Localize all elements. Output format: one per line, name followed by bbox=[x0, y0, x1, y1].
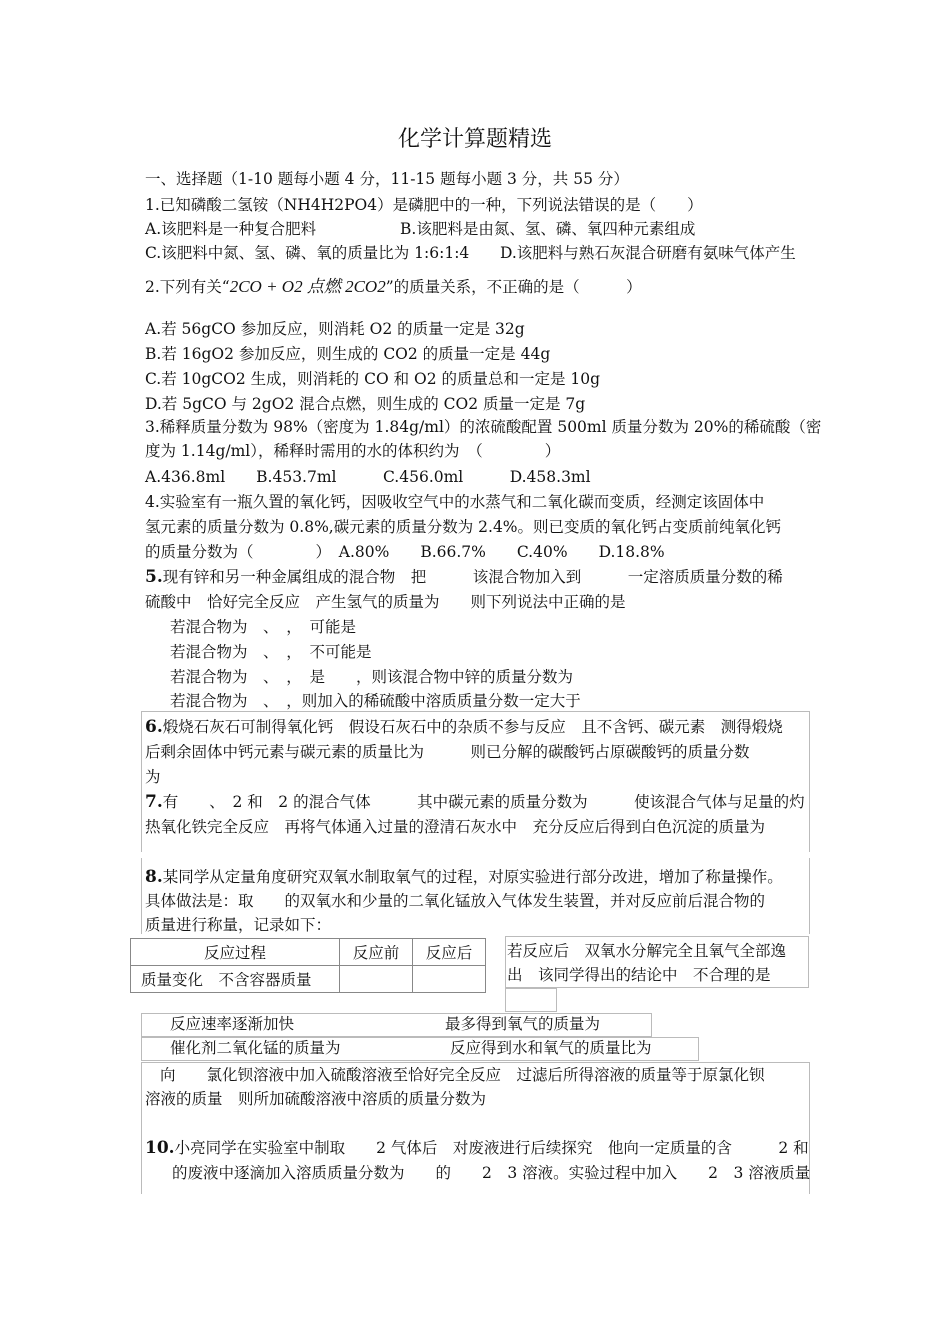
q5-line-1 bbox=[145, 566, 783, 588]
section-heading: 一、选择题（1-10 题每小题 4 分，11-15 题每小题 3 分，共 55 分） bbox=[145, 170, 629, 188]
q2-equation: 2CO + O2 点燃 2CO2 bbox=[229, 277, 386, 296]
q5-text-1: 现有锌和另一种金属组成的混合物 把 该混合物加入到 一定溶质质量分数的稀 bbox=[162, 568, 783, 586]
q2-stem-pre: 2.下列有关“ bbox=[145, 278, 230, 296]
q6-line-2: 后剩余固体中钙元素与碳元素的质量比为 则已分解的碳酸钙占原碳酸钙的质量分数 bbox=[145, 743, 750, 761]
q8-answer-box bbox=[505, 988, 557, 1012]
q6-line-3: 为 bbox=[145, 768, 161, 786]
q8-number: 8. bbox=[145, 867, 163, 887]
table-cell-before bbox=[340, 966, 413, 993]
q7-line-1 bbox=[145, 791, 805, 813]
q8-side-line-1: 若反应后 双氧水分解完全且氧气全部逸 bbox=[507, 942, 787, 960]
page-title: 化学计算题精选 bbox=[397, 127, 552, 152]
q6-number: 6. bbox=[145, 717, 163, 737]
q9-line-1: 向 氯化钡溶液中加入硫酸溶液至恰好完全反应 过滤后所得溶液的质量等于原氯化钡 bbox=[160, 1066, 765, 1084]
q5-line-2: 硫酸中 恰好完全反应 产生氢气的质量为 则下列说法中正确的是 bbox=[145, 593, 626, 611]
q5-option-d: 若混合物为 、 ，则加入的稀硫酸中溶质质量分数一定大于 bbox=[170, 692, 581, 710]
q5-number: 5. bbox=[145, 567, 163, 587]
q2-stem-post: ”的质量关系，不正确的是（ ） bbox=[385, 278, 642, 296]
table-header-process: 反应过程 bbox=[131, 939, 340, 966]
q8-line-3: 质量进行称量，记录如下： bbox=[145, 916, 332, 934]
table-row bbox=[131, 966, 486, 993]
q5-option-b: 若混合物为 、 ， 不可能是 bbox=[170, 643, 372, 661]
table-cell-mass-change: 质量变化 不含容器质量 bbox=[131, 966, 340, 993]
q4-line-2: 氢元素的质量分数为 0.8%,碳元素的质量分数为 2.4%。则已变质的氧化钙占变质前纯氧化钙 bbox=[145, 518, 782, 536]
q6-line-1 bbox=[145, 716, 783, 738]
table-cell-after bbox=[413, 966, 486, 993]
q8-option-b: 最多得到氧气的质量为 bbox=[445, 1015, 601, 1033]
q3-line-1: 3.稀释质量分数为 98%（密度为 1.84g/ml）的浓硫酸配置 500ml 质量分数为 20%的稀硫酸（密 bbox=[145, 418, 822, 436]
q8-record-table bbox=[130, 938, 486, 993]
q7-number: 7. bbox=[145, 792, 163, 812]
q8-option-c: 催化剂二氧化锰的质量为 bbox=[170, 1039, 341, 1057]
q3-line-2: 度为 1.14g/ml），稀释时需用的水的体积约为 （ ） bbox=[145, 442, 561, 460]
q7-line-2: 热氧化铁完全反应 再将气体通入过量的澄清石灰水中 充分反应后得到白色沉淀的质量为 bbox=[145, 818, 766, 836]
q1-option-c: C.该肥料中氮、氢、磷、氧的质量比为 1:6:1:4 bbox=[145, 244, 470, 262]
q8-line-2: 具体做法是：取 的双氧水和少量的二氧化锰放入气体发生装置，并对反应前后混合物的 bbox=[145, 892, 766, 910]
q10-line-1 bbox=[145, 1137, 809, 1159]
q10-text-1: 小亮同学在实验室中制取 2 气体后 对废液进行后续探究 他向一定质量的含 2 和 bbox=[174, 1139, 809, 1157]
q5-option-a: 若混合物为 、 ， 可能是 bbox=[170, 618, 357, 636]
q8-option-d: 反应得到水和氧气的质量比为 bbox=[450, 1039, 652, 1057]
q4-line-3: 的质量分数为（ ） A.80% B.66.7% C.40% D.18.8% bbox=[145, 543, 665, 561]
q5-option-c: 若混合物为 、 ， 是 ，则该混合物中锌的质量分数为 bbox=[170, 668, 574, 686]
q1-option-a: A.该肥料是一种复合肥料 bbox=[145, 220, 317, 238]
table-row bbox=[131, 939, 486, 966]
q8-side-line-2: 出 该同学得出的结论中 不合理的是 bbox=[507, 966, 771, 984]
table-header-before: 反应前 bbox=[340, 939, 413, 966]
q10-number: 10. bbox=[145, 1138, 175, 1158]
q9-line-2: 溶液的质量 则所加硫酸溶液中溶质的质量分数为 bbox=[145, 1090, 487, 1108]
q2-stem bbox=[145, 276, 642, 298]
q1-option-b: B.该肥料是由氮、氢、磷、氧四种元素组成 bbox=[400, 220, 696, 238]
q2-option-c: C.若 10gCO2 生成，则消耗的 CO 和 O2 的质量总和一定是 10g bbox=[145, 370, 601, 388]
q8-text-1: 某同学从定量角度研究双氧水制取氧气的过程，对原实验进行部分改进，增加了称量操作。 bbox=[162, 868, 783, 886]
q7-text-1: 有 、 2 和 2 的混合气体 其中碳元素的质量分数为 使该混合气体与足量的灼 bbox=[162, 793, 805, 811]
q3-options: A.436.8ml B.453.7ml C.456.0ml D.458.3ml bbox=[145, 468, 591, 486]
q4-line-1: 4.实验室有一瓶久置的氧化钙，因吸收空气中的水蒸气和二氧化碳而变质，经测定该固体中 bbox=[145, 493, 765, 511]
q10-line-2: 的废液中逐滴加入溶质质量分数为 的 2 3 溶液。实验过程中加入 2 3 溶液质量 bbox=[172, 1164, 811, 1182]
q2-option-d: D.若 5gCO 与 2gO2 混合点燃，则生成的 CO2 质量一定是 7g bbox=[145, 395, 586, 413]
q8-option-a: 反应速率逐渐加快 bbox=[170, 1015, 295, 1033]
table-header-after: 反应后 bbox=[413, 939, 486, 966]
q2-option-a: A.若 56gCO 参加反应，则消耗 O2 的质量一定是 32g bbox=[145, 320, 525, 338]
q1-option-d: D.该肥料与熟石灰混合研磨有氨味气体产生 bbox=[500, 244, 796, 262]
q2-option-b: B.若 16gO2 参加反应，则生成的 CO2 的质量一定是 44g bbox=[145, 345, 551, 363]
q8-line-1 bbox=[145, 866, 783, 888]
q1-stem: 1.已知磷酸二氢铵（NH4H2PO4）是磷肥中的一种，下列说法错误的是（ ） bbox=[145, 196, 703, 214]
q6-text-1: 煅烧石灰石可制得氧化钙 假设石灰石中的杂质不参与反应 且不含钙、碳元素 测得煅烧 bbox=[162, 718, 783, 736]
